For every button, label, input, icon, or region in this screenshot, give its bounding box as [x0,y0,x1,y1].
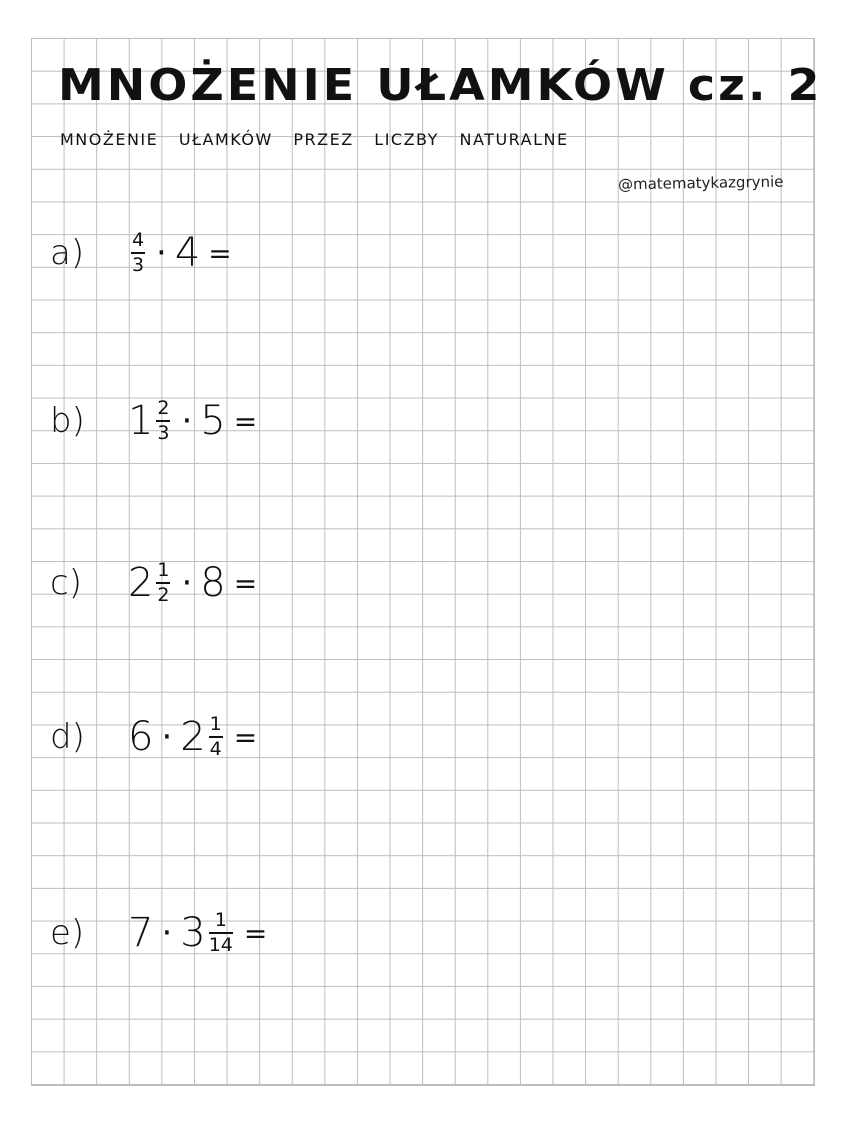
problem-label: b) [50,401,85,441]
numerator: 1 [209,713,222,735]
problem-label: c) [50,563,82,603]
fraction [156,561,170,605]
equals-sign: = [243,916,268,950]
fraction [156,399,170,443]
problem-e [50,898,267,968]
whole-part: 2 [180,714,206,760]
denominator: 3 [131,254,145,276]
multiply-operator: · [181,401,193,441]
whole-part: 3 [180,910,206,956]
equals-sign: = [233,404,258,438]
fraction [209,715,223,759]
factor: 6 [128,714,154,760]
whole-part: 2 [128,560,154,606]
factor: 5 [200,398,226,444]
fraction [131,231,145,275]
denominator: 14 [208,934,233,956]
numerator: 1 [214,909,227,931]
numerator: 2 [157,397,170,419]
problem-label: e) [50,913,85,953]
author-handle: @matematykazgrynie [617,172,784,194]
problem-c [50,548,257,618]
factor: 4 [174,230,201,276]
denominator: 2 [157,584,170,606]
page-title: MNOŻENIE UŁAMKÓW cz. 2 [58,59,823,111]
multiply-operator: · [161,913,173,953]
problem-a [50,218,232,288]
equals-sign: = [233,566,258,600]
whole-part: 1 [128,398,154,444]
equals-sign: = [208,236,232,270]
equals-sign: = [233,720,258,754]
factor: 7 [128,910,154,956]
multiply-operator: · [181,563,193,603]
numerator: 1 [157,559,170,581]
problem-d [50,702,257,772]
problem-b [50,386,257,456]
factor: 8 [200,560,226,606]
page-subtitle: MNOŻENIE UŁAMKÓW PRZEZ LICZBY NATURALNE [60,130,569,149]
problem-label: d) [50,717,85,757]
multiply-operator: · [161,717,173,757]
numerator: 4 [131,229,145,251]
multiply-operator: · [156,233,167,273]
fraction [209,911,233,955]
problem-label: a) [50,233,85,273]
denominator: 3 [157,422,170,444]
denominator: 4 [209,738,222,760]
